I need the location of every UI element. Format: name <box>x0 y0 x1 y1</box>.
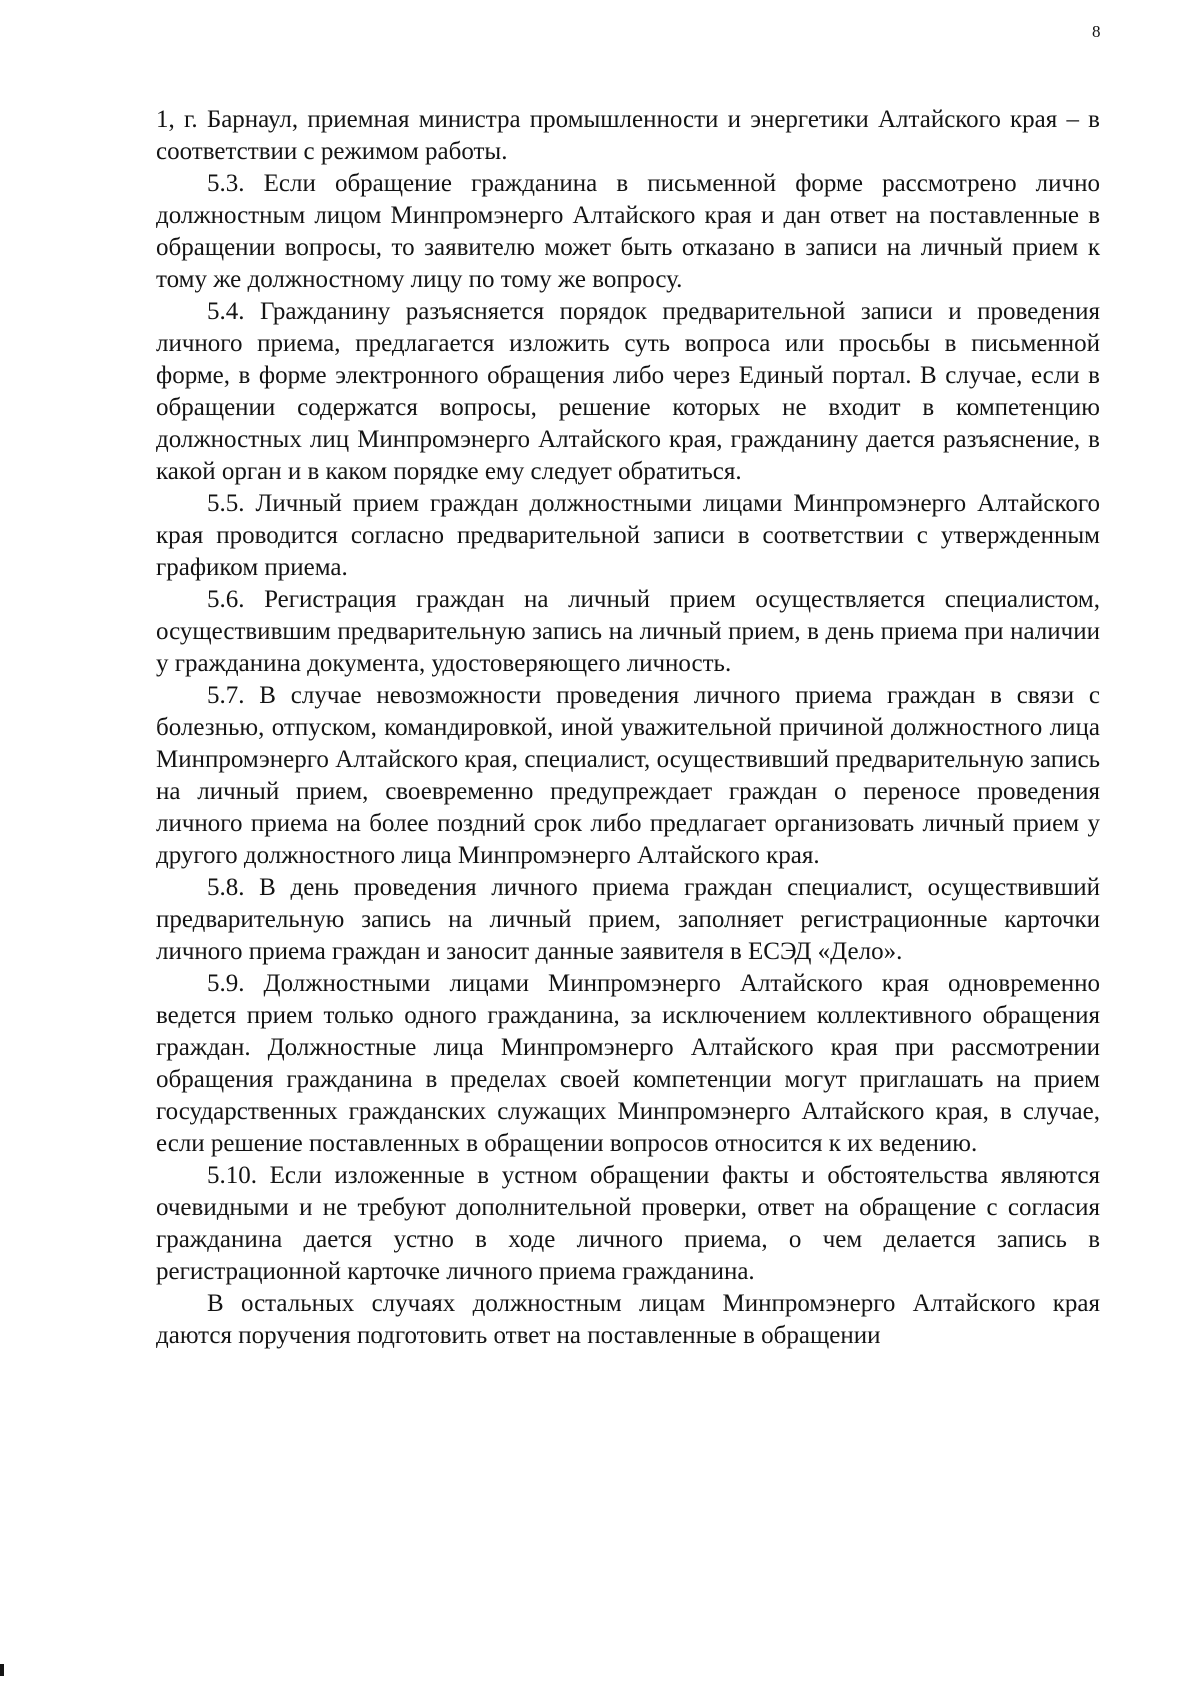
paragraph-5-9: 5.9. Должностными лицами Минпромэнерго Алтайского края одновременно ведется прием только одного гражданина, за исключением коллективного обращения граждан. Должностные лица Минпромэнерго Алтайского края при рассмотрении обращения гражданина в пределах своей компетенции могут приглашать на прием государственных гражданских служащих Минпромэнерго Алтайского края, в случае, если решение поставленных в обращении вопросов относится к их ведению. <box>156 970 1100 1157</box>
paragraph-5-8: 5.8. В день проведения личного приема граждан специалист, осуществивший предварительную запись на личный прием, заполняет регистрационные карточки личного приема граждан и заносит данные заявителя в ЕСЭД «Дело». <box>156 874 1100 965</box>
paragraph-5-3: 5.3. Если обращение гражданина в письменной форме рассмотрено лично должностным лицом Минпромэнерго Алтайского края и дан ответ на поставленные в обращении вопросы, то заявителю может быть отказано в записи на личный прием к тому же должностному лицу по тому же вопросу. <box>156 170 1100 293</box>
document-body <box>156 104 1100 1352</box>
paragraph-5-10: 5.10. Если изложенные в устном обращении факты и обстоятельства являются очевидными и не требуют дополнительной проверки, ответ на обращение с согласия гражданина дается устно в ходе личного приема, о чем делается запись в регистрационной карточке личного приема гражданина. <box>156 1162 1100 1285</box>
paragraph-5-6: 5.6. Регистрация граждан на личный прием осуществляется специалистом, осуществившим предварительную запись на личный прием, в день приема при наличии у гражданина документа, удостоверяющего личность. <box>156 586 1100 677</box>
paragraph-5-7: 5.7. В случае невозможности проведения личного приема граждан в связи с болезнью, отпуском, командировкой, иной уважительной причиной должностного лица Минпромэнерго Алтайского края, специалист, осуществивший предварительную запись на личный прием, своевременно предупреждает граждан о переносе проведения личного приема на более поздний срок либо предлагает организовать личный прием у другого должностного лица Минпромэнерго Алтайского края. <box>156 682 1100 869</box>
paragraph-continuation: 1, г. Барнаул, приемная министра промышленности и энергетики Алтайского края – в соответствии с режимом работы. <box>156 106 1100 165</box>
paragraph-other-cases: В остальных случаях должностным лицам Минпромэнерго Алтайского края даются поручения подготовить ответ на поставленные в обращении <box>156 1290 1100 1349</box>
paragraph-5-5: 5.5. Личный прием граждан должностными лицами Минпромэнерго Алтайского края проводится согласно предварительной записи в соответствии с утвержденным графиком приема. <box>156 490 1100 581</box>
page-number: 8 <box>1092 22 1101 41</box>
scan-edge-mark <box>0 1664 4 1676</box>
paragraph-5-4: 5.4. Гражданину разъясняется порядок предварительной записи и проведения личного приема, предлагается изложить суть вопроса или просьбы в письменной форме, в форме электронного обращения либо через Единый портал. В случае, если в обращении содержатся вопросы, решение которых не входит в компетенцию должностных лиц Минпромэнерго Алтайского края, гражданину дается разъяснение, в какой орган и в каком порядке ему следует обратиться. <box>156 298 1100 485</box>
